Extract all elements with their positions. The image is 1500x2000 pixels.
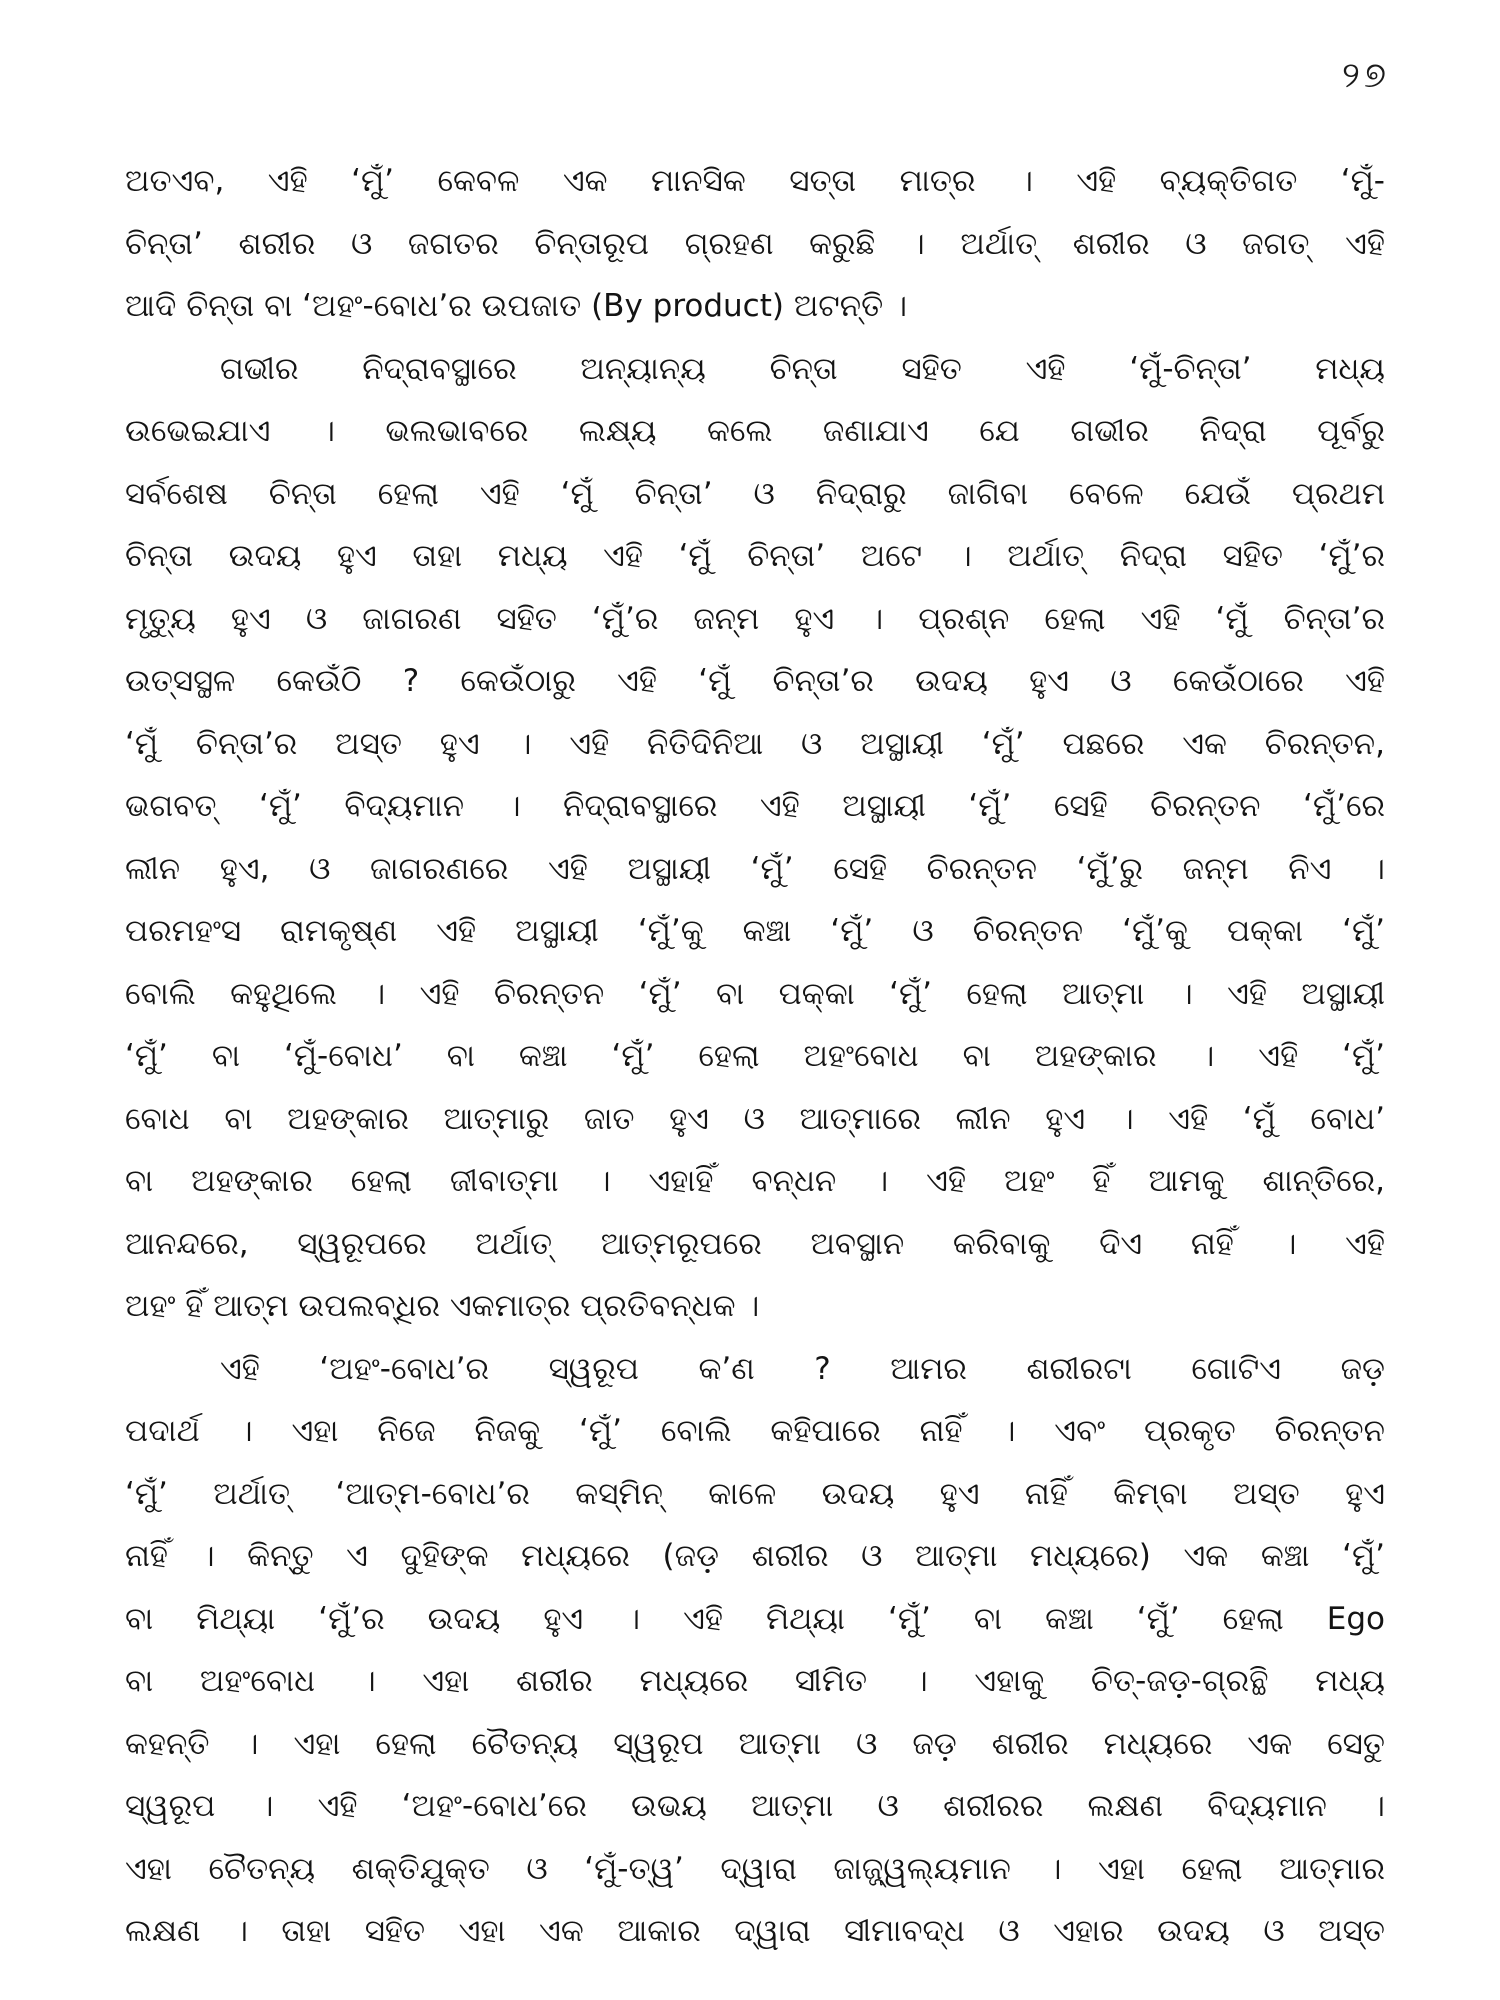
page-number: ୨୭: [1342, 55, 1390, 96]
text-line: କହନ୍ତି । ଏହା ହେଲା ଚୈତନ୍ୟ ସ୍ୱରୂପ ଆତ୍ମା ଓ ଜଡ଼ ଶରୀର ମଧ୍ୟରେ ଏକ ସେତୁ: [125, 1725, 1385, 1762]
text-line: ଅତଏବ, ଏହି ‘ମୁଁ’ କେବଳ ଏକ ମାନସିକ ସତ୍ତା ମାତ୍ର । ଏହି ବ୍ୟକ୍ତିଗତ ‘ମୁଁ-: [125, 163, 1385, 199]
text-line: ‘ମୁଁ’ ଅର୍ଥାତ୍ ‘ଆତ୍ମ-ବୋଧ’ର କସ୍ମିନ୍ କାଳେ ଉଦୟ ହୁଏ ନାହିଁ କିମ୍ବା ଅସ୍ତ ହୁଏ: [125, 1475, 1385, 1512]
text-line: ସ୍ୱରୂପ । ଏହି ‘ଅହଂ-ବୋଧ’ରେ ଉଭୟ ଆତ୍ମା ଓ ଶରୀରର ଲକ୍ଷଣ ବିଦ୍ୟମାନ ।: [125, 1788, 1385, 1824]
text-line: ପରମହଂସ ରାମକୃଷ୍ଣ ଏହି ଅସ୍ଥାୟୀ ‘ମୁଁ’କୁ କଞ୍ଚା ‘ମୁଁ’ ଓ ଚିରନ୍ତନ ‘ମୁଁ’କୁ ପକ୍କା ‘ମୁଁ’: [125, 913, 1385, 949]
text-line: ବୋଲି କହୁଥିଲେ । ଏହି ଚିରନ୍ତନ ‘ମୁଁ’ ବା ପକ୍କା ‘ମୁଁ’ ହେଲା ଆତ୍ମା । ଏହି ଅସ୍ଥାୟୀ: [125, 975, 1385, 1012]
text-line: ଉଭେଇଯାଏ । ଭଲଭାବରେ ଲକ୍ଷ୍ୟ କଲେ ଜଣାଯାଏ ଯେ ଗଭୀର ନିଦ୍ରା ପୂର୍ବରୁ: [125, 413, 1385, 449]
text-line: ଉତ୍ସସ୍ଥଳ କେଉଁଠି ? କେଉଁଠାରୁ ଏହି ‘ମୁଁ ଚିନ୍ତା’ର ଉଦୟ ହୁଏ ଓ କେଉଁଠାରେ ଏହି: [125, 663, 1385, 699]
text-line: ପଦାର୍ଥ । ଏହା ନିଜେ ନିଜକୁ ‘ମୁଁ’ ବୋଲି କହିପାରେ ନାହିଁ । ଏବଂ ପ୍ରକୃତ ଚିରନ୍ତନ: [125, 1413, 1385, 1449]
text-line: ‘ମୁଁ ଚିନ୍ତା’ର ଅସ୍ତ ହୁଏ । ଏହି ନିତିଦିନିଆ ଓ ଅସ୍ଥାୟୀ ‘ମୁଁ’ ପଛରେ ଏକ ଚିରନ୍ତନ,: [125, 725, 1385, 762]
text-line: ‘ମୁଁ’ ବା ‘ମୁଁ-ବୋଧ’ ବା କଞ୍ଚା ‘ମୁଁ’ ହେଲା ଅହଂବୋଧ ବା ଅହଙ୍କାର । ଏହି ‘ମୁଁ’: [125, 1038, 1385, 1074]
text-line: ମୃତ୍ୟୁ ହୁଏ ଓ ଜାଗରଣ ସହିତ ‘ମୁଁ’ର ଜନ୍ମ ହୁଏ । ପ୍ରଶ୍ନ ହେଲା ଏହି ‘ମୁଁ ଚିନ୍ତା’ର: [125, 600, 1385, 637]
text-line: ଚିନ୍ତା ଉଦୟ ହୁଏ ତାହା ମଧ୍ୟ ଏହି ‘ମୁଁ ଚିନ୍ତା’ ଅଟେ । ଅର୍ଥାତ୍ ନିଦ୍ରା ସହିତ ‘ମୁଁ’ର: [125, 538, 1385, 574]
text-line: ଲୀନ ହୁଏ, ଓ ଜାଗରଣରେ ଏହି ଅସ୍ଥାୟୀ ‘ମୁଁ’ ସେହି ଚିରନ୍ତନ ‘ମୁଁ’ରୁ ଜନ୍ମ ନିଏ ।: [125, 850, 1385, 887]
text-line: ଏହି ‘ଅହଂ-ବୋଧ’ର ସ୍ୱରୂପ କ’ଣ ? ଆମର ଶରୀରଟା ଗୋଟିଏ ଜଡ଼: [220, 1350, 1385, 1387]
text-line: ବା ଅହଂବୋଧ । ଏହା ଶରୀର ମଧ୍ୟରେ ସୀମିତ । ଏହାକୁ ଚିତ୍-ଜଡ଼-ଗ୍ରନ୍ଥି ମଧ୍ୟ: [125, 1663, 1385, 1699]
text-line: ଲକ୍ଷଣ । ତାହା ସହିତ ଏହା ଏକ ଆକାର ଦ୍ୱାରା ସୀମାବଦ୍ଧ ଓ ଏହାର ଉଦୟ ଓ ଅସ୍ତ: [125, 1913, 1385, 1949]
text-line: ସର୍ବଶେଷ ଚିନ୍ତା ହେଲା ଏହି ‘ମୁଁ ଚିନ୍ତା’ ଓ ନିଦ୍ରାରୁ ଜାଗିବା ବେଳେ ଯେଉଁ ପ୍ରଥମ: [125, 475, 1385, 512]
text-line: ବା ଅହଙ୍କାର ହେଲା ଜୀବାତ୍ମା । ଏହାହିଁ ବନ୍ଧନ । ଏହି ଅହଂ ହିଁ ଆମକୁ ଶାନ୍ତିରେ,: [125, 1163, 1385, 1199]
body-text: [125, 150, 1385, 1963]
text-line: ବା ମିଥ୍ୟା ‘ମୁଁ’ର ଉଦୟ ହୁଏ । ଏହି ମିଥ୍ୟା ‘ମୁଁ’ ବା କଞ୍ଚା ‘ମୁଁ’ ହେଲା Ego: [125, 1600, 1385, 1637]
text-line: ଗଭୀର ନିଦ୍ରାବସ୍ଥାରେ ଅନ୍ୟାନ୍ୟ ଚିନ୍ତା ସହିତ ଏହି ‘ମୁଁ-ଚିନ୍ତା’ ମଧ୍ୟ: [220, 350, 1385, 387]
text-line: ଚିନ୍ତା’ ଶରୀର ଓ ଜଗତର ଚିନ୍ତାରୂପ ଗ୍ରହଣ କରୁଛି । ଅର୍ଥାତ୍ ଶରୀର ଓ ଜଗତ୍ ଏହି: [125, 225, 1385, 262]
text-line: ଆନନ୍ଦରେ, ସ୍ୱରୂପରେ ଅର୍ଥାତ୍ ଆତ୍ମରୂପରେ ଅବସ୍ଥାନ କରିବାକୁ ଦିଏ ନାହିଁ । ଏହି: [125, 1225, 1385, 1262]
text-line: ଅହଂ ହିଁ ଆତ୍ମ ଉପଲବ୍ଧିର ଏକମାତ୍ର ପ୍ରତିବନ୍ଧକ ।: [125, 1288, 760, 1324]
text-line: ଆଦି ଚିନ୍ତା ବା ‘ଅହଂ-ବୋଧ’ର ଉପଜାତ (By product) ଅଟନ୍ତି ।: [125, 288, 908, 324]
text-line: ନାହିଁ । କିନ୍ତୁ ଏ ଦୁହିଙ୍କ ମଧ୍ୟରେ (ଜଡ଼ ଶରୀର ଓ ଆତ୍ମା ମଧ୍ୟରେ) ଏକ କଞ୍ଚା ‘ମୁଁ’: [125, 1538, 1385, 1574]
text-line: ଭଗବତ୍ ‘ମୁଁ’ ବିଦ୍ୟମାନ । ନିଦ୍ରାବସ୍ଥାରେ ଏହି ଅସ୍ଥାୟୀ ‘ମୁଁ’ ସେହି ଚିରନ୍ତନ ‘ମୁଁ’ରେ: [125, 788, 1385, 824]
text-line: ଏହା ଚୈତନ୍ୟ ଶକ୍ତିଯୁକ୍ତ ଓ ‘ମୁଁ-ତ୍ୱ’ ଦ୍ୱାରା ଜାଜ୍ଜ୍ୱଲ୍ୟମାନ । ଏହା ହେଲା ଆତ୍ମାର: [125, 1850, 1385, 1887]
text-line: ବୋଧ ବା ଅହଙ୍କାର ଆତ୍ମାରୁ ଜାତ ହୁଏ ଓ ଆତ୍ମାରେ ଲୀନ ହୁଏ । ଏହି ‘ମୁଁ ବୋଧ’: [125, 1100, 1385, 1137]
